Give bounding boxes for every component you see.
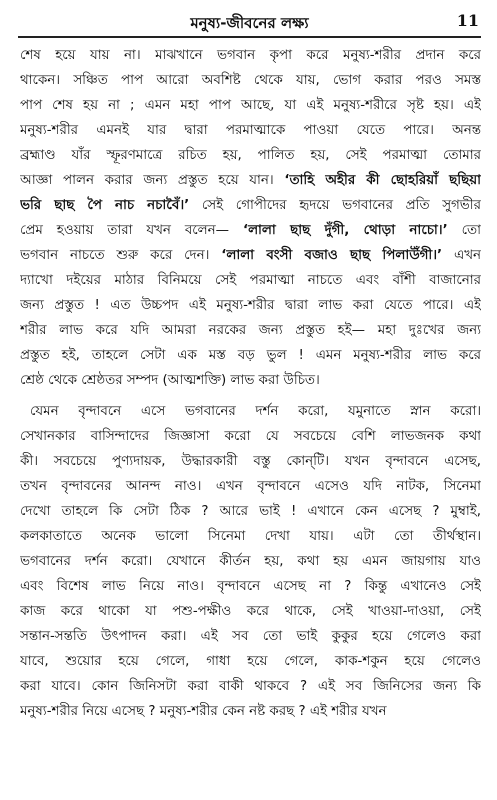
text-segment: আজ্ঞা পালন করার জন্য প্রস্তুত হয়ে যান। xyxy=(20,173,285,188)
text-segment: কী। সবচেয়ে পুণ্যদায়ক, উদ্ধারকারী বস্তু কোন্‌টি। যখন বৃন্দাবনে এসেছ, xyxy=(20,454,481,469)
paragraph xyxy=(20,43,481,393)
text-line xyxy=(20,449,481,474)
text-line xyxy=(20,118,481,143)
page-header xyxy=(18,10,481,38)
text-segment: ব্রহ্মাণ্ড যাঁর স্ফূরণমাত্রে রচিত হয়, পালিত হয়, সেই পরমাত্মা তোমার xyxy=(20,148,481,163)
text-segment: যেমন বৃন্দাবনে এসে ভগবানের দর্শন করো, যমুনাতে স্নান করো। xyxy=(30,404,481,419)
text-segment: মনুষ্য-শরীর নিয়ে এসেছ ? মনুষ্য-শরীর কেন নষ্ট করছ ? এই শরীর যখন xyxy=(20,704,387,719)
text-segment: শ্রেষ্ঠ থেকে শ্রেষ্ঠতর সম্পদ (আত্মশক্তি) লাভ করা উচিত। xyxy=(20,373,320,388)
text-line xyxy=(20,268,481,293)
text-segment: তখন বৃন্দাবনের আনন্দ নাও। এখন বৃন্দাবনে এসেও যদি নাটক, সিনেমা xyxy=(20,479,481,494)
text-segment: দ্যাখো দইয়ের মাঠার বিনিময়ে সেই পরমাত্মা নাচতে এবং বাঁশী বাজানোর xyxy=(20,273,481,288)
body-text xyxy=(20,43,481,724)
text-line xyxy=(20,399,481,424)
bold-quote: ‘তাহি অহীর কী ছোহরিয়াঁ ছছিয়া xyxy=(284,173,481,188)
text-segment: শেষ হয়ে যায় না। মাঝখানে ভগবান কৃপা করে মনুষ্য-শরীর প্রদান করে xyxy=(20,48,481,63)
text-segment: তো xyxy=(447,223,481,238)
text-line xyxy=(20,243,481,268)
text-line xyxy=(20,293,481,318)
text-line xyxy=(20,343,481,368)
text-line xyxy=(20,574,481,599)
text-segment: কলকাতাতে অনেক ভালো সিনেমা দেখা যায়। এটা তো তীর্থস্থান। xyxy=(20,529,481,544)
running-title: মনুষ্য-জীবনের লক্ষ্য xyxy=(190,14,309,32)
text-line xyxy=(20,649,481,674)
text-segment: যাবে, শুয়োর হয়ে গেলে, গাধা হয়ে গেলে, কাক-শকুন হয়ে গেলেও xyxy=(20,654,481,669)
text-segment: ভগবান নাচতে শুরু করে দেন। xyxy=(20,248,222,263)
text-segment: প্রেম হওয়ায় তারা যখন বলেন— xyxy=(20,223,243,238)
text-line xyxy=(20,499,481,524)
bold-quote: ‘লালা ছাছ দুঁগী, থোড়া নাচো।’ xyxy=(242,223,448,238)
text-segment: সন্তান-সন্ততি উৎপাদন করা। এই সব তো ভাই কুকুর হয়ে গেলেও করা xyxy=(20,629,481,644)
text-segment: এবং বিশেষ লাভ নিয়ে নাও। বৃন্দাবনে এসেছ না ? কিন্তু এখানেও সেই xyxy=(20,579,481,594)
text-line xyxy=(20,549,481,574)
text-segment: দেখো তাহলে কি সেটা ঠিক ? আরে ভাই ! এখানে কেন এসেছ ? মুম্বাই, xyxy=(20,504,481,519)
text-line xyxy=(20,474,481,499)
text-line xyxy=(20,43,481,68)
bold-quote: ‘লালা বংসী বজাও ছাছ পিলাউঁগী।’ xyxy=(221,248,443,263)
text-line xyxy=(20,193,481,218)
text-line xyxy=(20,143,481,168)
text-line xyxy=(20,674,481,699)
text-segment: এখন xyxy=(442,248,481,263)
text-line xyxy=(20,93,481,118)
text-segment: থাকেন। সঞ্চিত পাপ আরো অবশিষ্ট থেকে যায়, ভোগ করার পরও সমস্ত xyxy=(20,73,481,88)
text-line xyxy=(20,68,481,93)
text-line xyxy=(20,424,481,449)
page-number: 11 xyxy=(456,11,479,30)
text-segment: শরীর লাভ করে যদি আমরা নরকের জন্য প্রস্তুত হই— মহা দুঃখের জন্য xyxy=(20,323,481,338)
text-line xyxy=(20,318,481,343)
paragraph xyxy=(20,399,481,724)
text-segment: প্রস্তুত হই, তাহলে সেটা এক মস্ত বড় ভুল ! এমন মনুষ্য-শরীর লাভ করে xyxy=(20,348,481,363)
text-segment: ভগবানের দর্শন করো। যেখানে কীর্তন হয়, কথা হয় এমন জায়গায় যাও xyxy=(20,554,481,569)
text-segment: সেখানকার বাসিন্দাদের জিজ্ঞাসা করো যে সবচেয়ে বেশি লাভজনক কথা xyxy=(20,429,481,444)
text-line xyxy=(20,524,481,549)
text-line xyxy=(20,599,481,624)
text-segment: সেই গোপীদের হৃদয়ে ভগবানের প্রতি সুগভীর xyxy=(189,198,481,213)
text-line xyxy=(20,624,481,649)
text-segment: জন্য প্রস্তুত ! এত উচ্চপদ এই মনুষ্য-শরীর দ্বারা লাভ করা যেতে পারে। এই xyxy=(20,298,481,313)
text-segment: কাজ করে থাকো যা পশু-পক্ষীও করে থাকে, সেই খাওয়া-দাওয়া, সেই xyxy=(20,604,481,619)
bold-quote: ভরি ছাছ পৈ নাচ নচাবৈঁ।’ xyxy=(20,198,190,213)
text-segment: করা যাবে। কোন জিনিসটা করা বাকী থাকবে ? এই সব জিনিসের জন্য কি xyxy=(20,679,481,694)
text-line xyxy=(20,218,481,243)
text-line xyxy=(20,368,481,393)
text-segment: মনুষ্য-শরীর এমনই যার দ্বারা পরমাত্মাকে পাওয়া যেতে পারে। অনন্ত xyxy=(20,123,481,138)
text-line xyxy=(20,699,481,724)
text-line xyxy=(20,168,481,193)
text-segment: পাপ শেষ হয় না ; এমন মহা পাপ আছে, যা এই মনুষ্য-শরীরে সৃষ্ট হয়। এই xyxy=(20,98,481,113)
